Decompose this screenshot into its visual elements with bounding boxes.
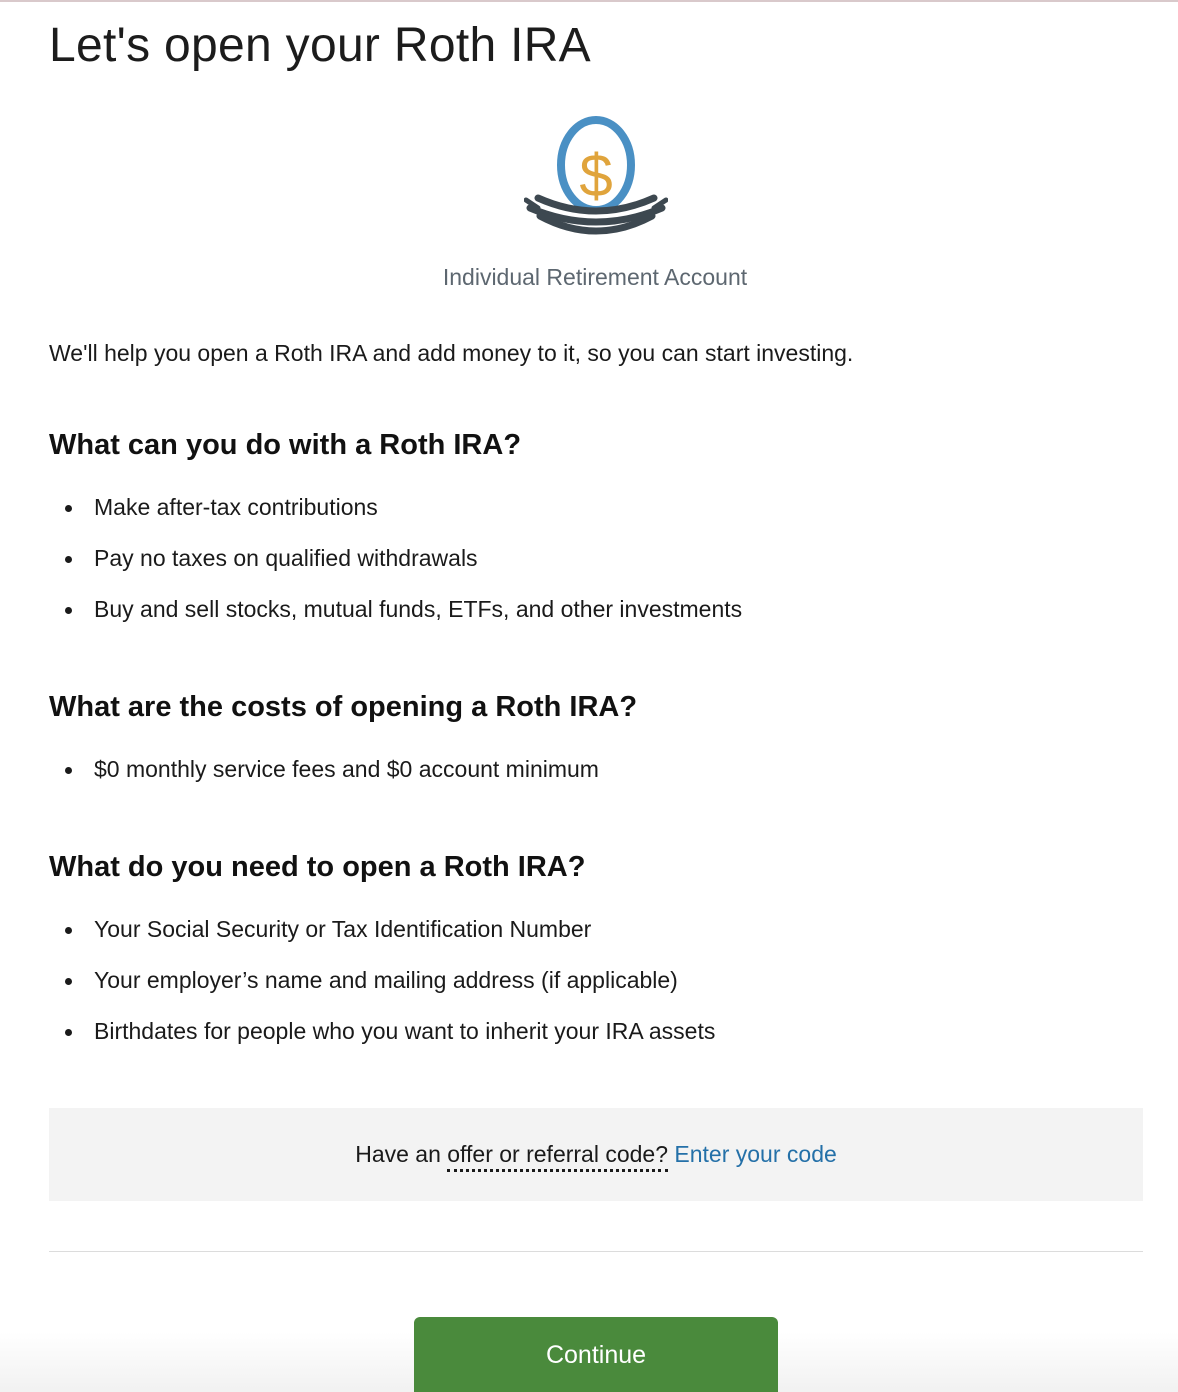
list-item: Buy and sell stocks, mutual funds, ETFs, and other investments	[49, 594, 742, 645]
list-item: Your Social Security or Tax Identification Number	[49, 914, 715, 965]
nest-egg-dollar-icon	[524, 114, 668, 248]
requirements-list	[49, 914, 715, 1067]
capabilities-list	[49, 492, 742, 645]
list-item: Birthdates for people who you want to inherit your IRA assets	[49, 1016, 715, 1067]
offer-prefix: Have an	[355, 1141, 441, 1167]
enter-code-link[interactable]: Enter your code	[674, 1141, 837, 1167]
offer-code-banner	[49, 1108, 1143, 1201]
list-item: Pay no taxes on qualified withdrawals	[49, 543, 742, 594]
offer-code-tooltip-trigger[interactable]: offer or referral code?	[447, 1141, 668, 1172]
continue-button[interactable]: Continue	[414, 1317, 778, 1392]
list-item: Make after-tax contributions	[49, 492, 742, 543]
page-title: Let's open your Roth IRA	[49, 19, 591, 72]
costs-list	[49, 754, 599, 805]
list-item: Your employer’s name and mailing address (if applicable)	[49, 965, 715, 1016]
dollar-sign: $	[579, 142, 613, 209]
divider	[49, 1251, 1143, 1252]
section-heading-requirements: What do you need to open a Roth IRA?	[49, 851, 586, 883]
section-heading-costs: What are the costs of opening a Roth IRA?	[49, 691, 638, 723]
section-heading-capabilities: What can you do with a Roth IRA?	[49, 429, 522, 461]
list-item: $0 monthly service fees and $0 account minimum	[49, 754, 599, 805]
intro-text: We'll help you open a Roth IRA and add money to it, so you can start investing.	[49, 340, 854, 366]
account-type-caption: Individual Retirement Account	[442, 264, 748, 290]
